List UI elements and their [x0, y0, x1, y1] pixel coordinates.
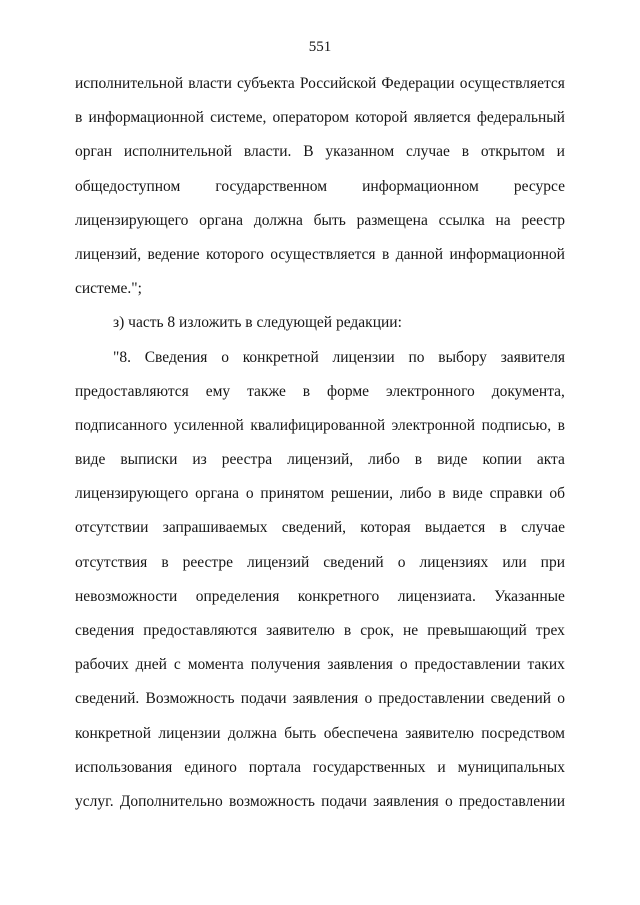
text-line: [75, 785, 565, 819]
text-line: [75, 546, 565, 580]
text-line: [75, 580, 565, 614]
word: лицензий,: [287, 451, 354, 469]
word: в: [438, 485, 446, 503]
text-line: [75, 751, 565, 785]
word: лицензии: [332, 348, 395, 366]
word: субъекта: [237, 75, 295, 92]
word: таких: [527, 656, 565, 674]
word: подписанного: [75, 416, 168, 434]
word: власти.: [243, 143, 292, 161]
word: виде: [452, 485, 483, 503]
word: в: [343, 622, 352, 639]
word: лицензий,: [75, 245, 142, 263]
word: ведение: [147, 245, 200, 263]
word: сведений: [323, 553, 384, 571]
word: органа: [195, 485, 240, 503]
word: Дополнительно: [119, 792, 223, 810]
word: форме: [327, 382, 370, 400]
word: возможность: [229, 792, 315, 810]
word: лицензии: [158, 724, 221, 742]
word: и: [437, 758, 446, 776]
word: заявителю: [266, 622, 335, 639]
word: сведений.: [75, 690, 140, 708]
word: "8.: [113, 348, 131, 366]
word: запрашиваемых: [162, 519, 268, 537]
text-line: [75, 306, 565, 340]
word: с: [173, 656, 181, 674]
word: виде: [437, 451, 468, 469]
word: В: [303, 143, 314, 161]
word: случае: [406, 143, 450, 161]
text-line: [75, 717, 565, 751]
word: данной: [395, 245, 444, 263]
word: о: [364, 690, 373, 708]
text-line: [75, 648, 565, 682]
word: заявления: [373, 792, 439, 810]
word: заявления: [292, 690, 359, 708]
page-number: 551: [308, 39, 332, 55]
word: лицензиях: [419, 553, 489, 571]
word: лицензиата.: [397, 587, 476, 605]
word: срок,: [360, 622, 394, 639]
word: ссылка: [438, 211, 485, 229]
word: услуг.: [75, 792, 114, 810]
text-line: [75, 101, 565, 135]
word: о: [444, 792, 453, 810]
word: выбору: [438, 348, 487, 366]
word: портала: [248, 758, 301, 776]
word: указанном: [325, 143, 395, 161]
word: решении,: [330, 485, 394, 503]
word: сведений: [490, 690, 552, 708]
word: открытом: [480, 143, 545, 161]
word: информационном: [362, 177, 479, 195]
word: общедоступном: [75, 177, 181, 195]
text-line: [75, 409, 565, 443]
word: подачи: [321, 792, 367, 810]
word: государственном: [215, 177, 328, 195]
word: отсутствии: [75, 519, 149, 537]
word: информационной: [449, 245, 565, 263]
word: использования: [75, 758, 173, 776]
word: Сведения: [144, 348, 208, 366]
word: предоставляются: [143, 622, 258, 639]
word: определения: [195, 587, 280, 605]
word: о: [399, 656, 408, 674]
word: и: [556, 143, 565, 161]
word: трех: [535, 622, 565, 639]
word: обеспечена: [323, 724, 398, 742]
text-line: [75, 135, 565, 169]
word: заявителю: [405, 724, 474, 742]
word: в: [161, 553, 169, 571]
word: должна: [253, 211, 303, 229]
word: размещена: [356, 211, 428, 229]
word: информационной: [88, 109, 204, 127]
word: предоставлении: [378, 690, 485, 708]
word: конкретной: [75, 724, 152, 742]
word: усиленной: [173, 416, 244, 434]
word: лицензирующего: [75, 211, 189, 229]
word: справки: [489, 485, 543, 503]
word: выписки: [120, 451, 178, 469]
word: в: [381, 245, 390, 263]
word: подписью,: [481, 416, 552, 434]
word: также: [247, 382, 286, 400]
word: сведения: [75, 622, 135, 639]
word: реестр: [521, 211, 565, 229]
word: которого: [206, 245, 264, 263]
word: посредством: [481, 724, 565, 742]
word: быть: [284, 724, 317, 742]
text-line: [75, 375, 565, 409]
word: которая: [360, 519, 411, 537]
word: ему: [205, 382, 231, 400]
text-line: [75, 170, 565, 204]
word: Указанные: [494, 587, 565, 605]
word: власти: [188, 75, 232, 92]
word: в: [75, 109, 83, 127]
word: ресурсе: [513, 177, 565, 195]
word: лицензий: [247, 553, 310, 571]
word: оператором: [272, 109, 350, 127]
word: заявителя: [500, 348, 565, 366]
word: осуществляется: [459, 75, 565, 92]
word: Российской: [299, 75, 377, 92]
word: предоставляются: [75, 382, 189, 400]
word: в: [461, 143, 470, 161]
line-text: з) часть 8 изложить в следующей редакции:: [113, 314, 402, 332]
word: дней: [135, 656, 167, 674]
word: копии: [482, 451, 522, 469]
word: момента: [187, 656, 244, 674]
word: документа,: [491, 382, 565, 400]
document-body: [75, 67, 565, 819]
text-line: [75, 682, 565, 716]
word: в: [557, 416, 565, 434]
word: предоставлении: [414, 656, 521, 674]
word: о: [221, 348, 229, 366]
word: реестре: [182, 553, 234, 571]
word: о: [245, 485, 254, 503]
word: из: [192, 451, 207, 469]
word: должна: [227, 724, 277, 742]
text-line: [75, 477, 565, 511]
word: электронной: [391, 416, 476, 434]
word: системе,: [210, 109, 267, 127]
word: превышающий: [427, 622, 527, 639]
word: федеральный: [476, 109, 565, 127]
word: исполнительной: [123, 143, 233, 161]
text-line: [75, 67, 565, 101]
word: электронного: [385, 382, 475, 400]
text-line: [75, 443, 565, 477]
text-line: [75, 341, 565, 375]
word: реестра: [221, 451, 273, 469]
word: орган: [75, 143, 113, 161]
text-line: [75, 272, 565, 306]
word: виде: [75, 451, 106, 469]
word: подачи: [240, 690, 287, 708]
word: единого: [184, 758, 237, 776]
word: выдается: [424, 519, 486, 537]
word: принятом: [260, 485, 325, 503]
word: квалифицированной: [250, 416, 386, 434]
word: невозможности: [75, 587, 178, 605]
word: в: [302, 382, 311, 400]
word: в: [414, 451, 423, 469]
word: не: [403, 622, 419, 639]
line-text: системе.";: [75, 280, 142, 298]
word: органа: [199, 211, 244, 229]
word: о: [557, 690, 565, 708]
word: которой: [355, 109, 408, 127]
word: рабочих: [75, 656, 129, 674]
text-line: [75, 238, 565, 272]
word: отсутствия: [75, 553, 148, 571]
word: государственных: [312, 758, 426, 776]
word: конкретной: [242, 348, 319, 366]
text-line: [75, 204, 565, 238]
text-line: [75, 511, 565, 545]
word: случае: [521, 519, 565, 537]
word: осуществляется: [270, 245, 376, 263]
word: исполнительной: [75, 75, 184, 92]
word: Федерации: [381, 75, 455, 92]
text-line: [75, 614, 565, 648]
word: предоставлении: [458, 792, 565, 810]
word: является: [413, 109, 471, 127]
word: либо: [368, 451, 400, 469]
word: муниципальных: [457, 758, 565, 776]
word: Возможность: [145, 690, 235, 708]
word: о: [397, 553, 406, 571]
word: конкретного: [297, 587, 380, 605]
word: в: [499, 519, 507, 537]
word: быть: [313, 211, 346, 229]
word: лицензирующего: [75, 485, 189, 503]
word: на: [495, 211, 511, 229]
word: сведений,: [281, 519, 347, 537]
word: либо: [399, 485, 432, 503]
word: об: [549, 485, 565, 503]
word: получения: [250, 656, 321, 674]
word: акта: [536, 451, 565, 469]
word: или: [502, 553, 527, 571]
word: по: [408, 348, 425, 366]
word: при: [540, 553, 565, 571]
word: заявления: [327, 656, 393, 674]
